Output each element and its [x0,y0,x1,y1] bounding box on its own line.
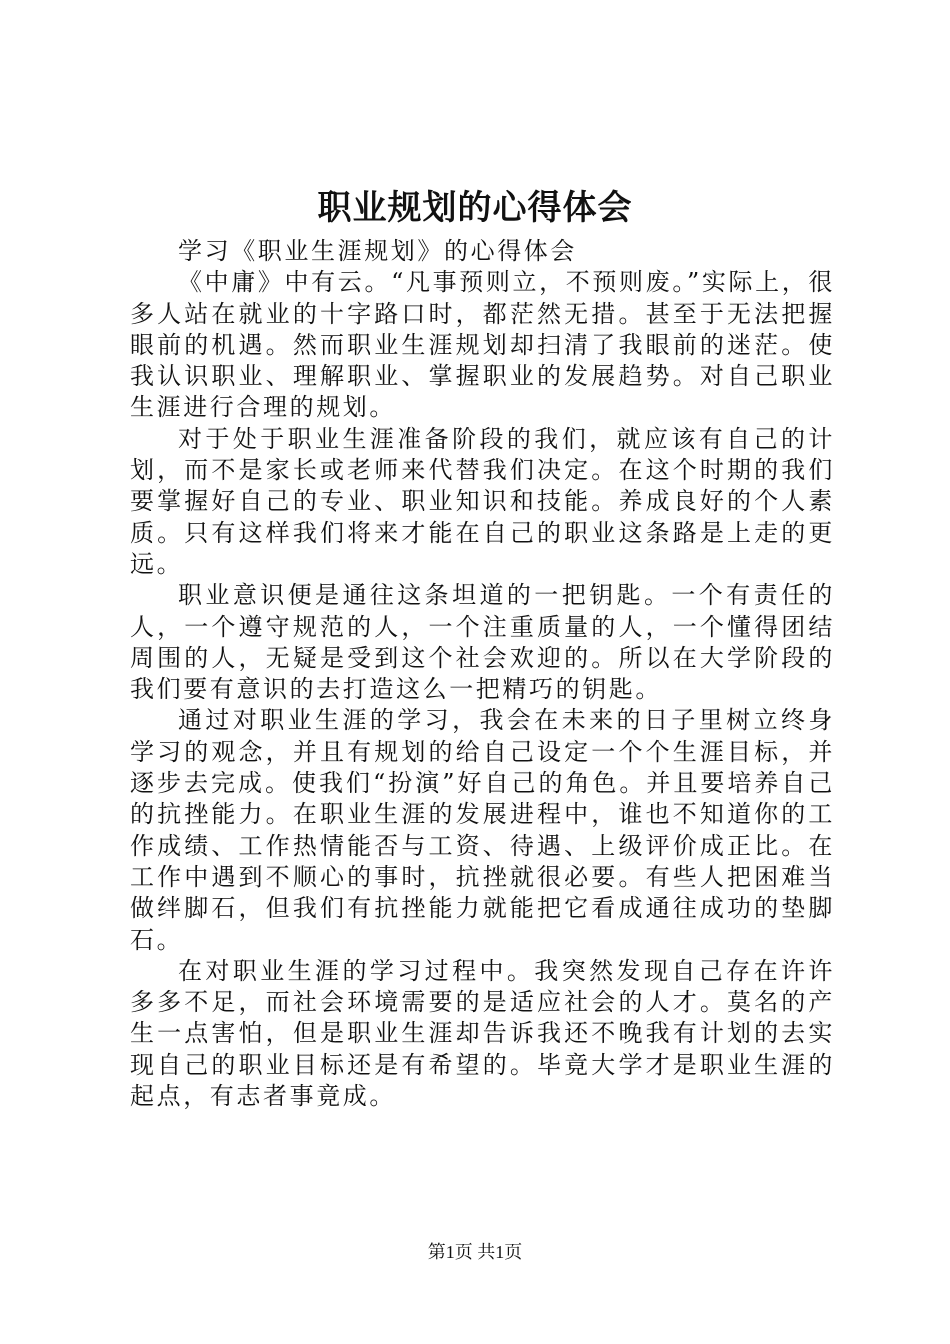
subtitle-paragraph: 学习《职业生涯规划》的心得体会 [178,237,577,265]
body-paragraph: 职业意识便是通往这条坦道的一把钥匙。一个有责任的人，一个遵守规范的人，一个注重质量的人，一个懂得团结周围的人，无疑是受到这个社会欢迎的。所以在大学阶段的我们要有意识的去打造这么一把精巧的钥匙。 [130,581,835,704]
document-title: 职业规划的心得体会 [317,188,633,228]
document-body [130,236,835,1112]
body-paragraph: 在对职业生涯的学习过程中。我突然发现自己存在许许多多不足，而社会环境需要的是适应社会的人才。莫名的产生一点害怕，但是职业生涯却告诉我还不晚我有计划的去实现自己的职业目标还是有希望的。毕竟大学才是职业生涯的起点，有志者事竟成。 [130,956,835,1111]
body-paragraph: 《中庸》中有云。“凡事预则立，不预则废。”实际上，很多人站在就业的十字路口时，都茫然无措。甚至于无法把握眼前的机遇。然而职业生涯规划却扫清了我眼前的迷茫。使我认识职业、理解职业、掌握职业的发展趋势。对自己职业生涯进行合理的规划。 [130,268,835,422]
body-paragraph: 对于处于职业生涯准备阶段的我们，就应该有自己的计划，而不是家长或老师来代替我们决定。在这个时期的我们要掌握好自己的专业、职业知识和技能。养成良好的个人素质。只有这样我们将来才能在自己的职业这条路是上走的更远。 [130,424,835,578]
page-number-footer: 第1页 共1页 [427,1242,523,1262]
body-paragraph: 通过对职业生涯的学习，我会在未来的日子里树立终身学习的观念，并且有规划的给自己设定一个个生涯目标，并逐步去完成。使我们“扮演”好自己的角色。并且要培养自己的抗挫能力。在职业生涯的发展进程中，谁也不知道你的工作成绩、工作热情能否与工资、待遇、上级评价成正比。在工作中遇到不顺心的事时，抗挫就很必要。有些人把困难当做绊脚石，但我们有抗挫能力就能把它看成通往成功的垫脚石。 [130,706,835,954]
